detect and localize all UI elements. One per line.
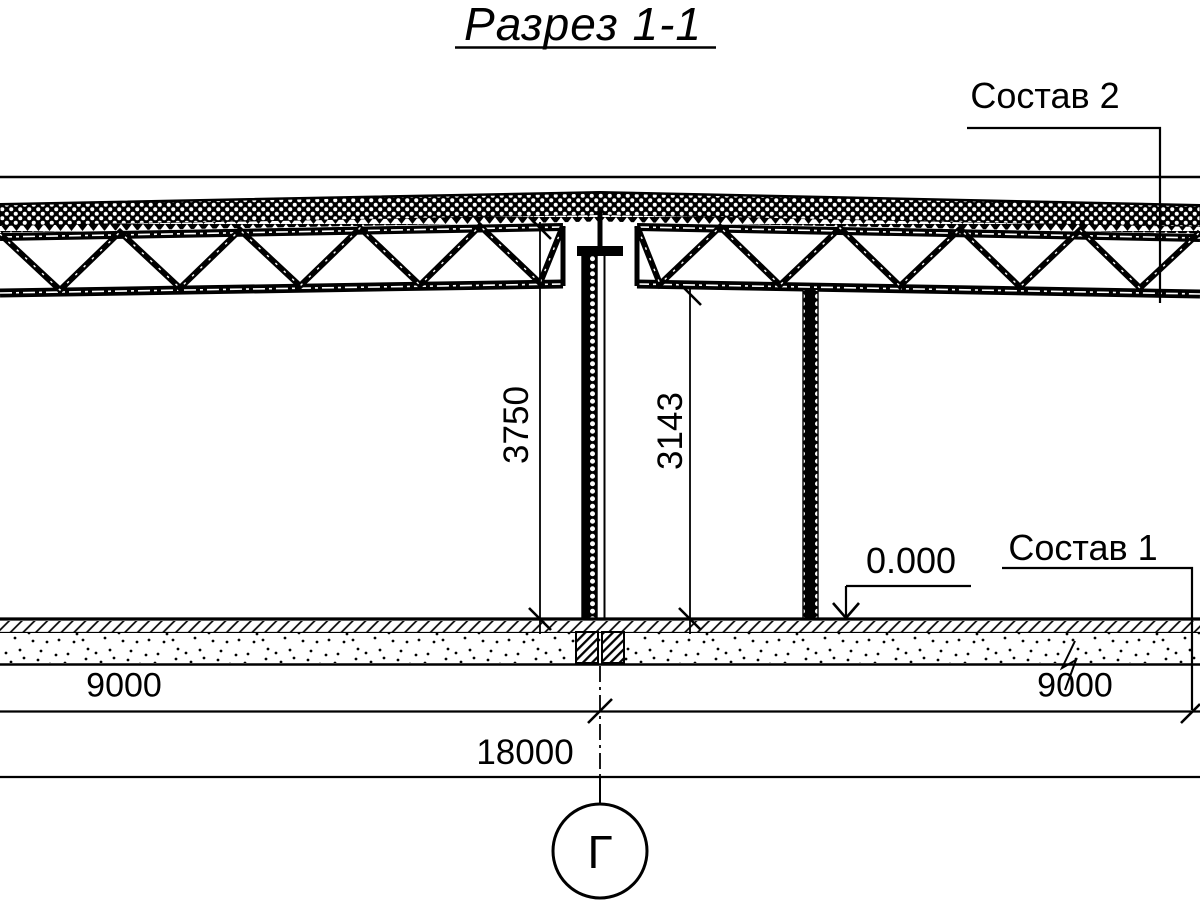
axis-label: Г: [587, 826, 613, 878]
column-center: [582, 247, 605, 619]
dimension-span-left: 9000: [86, 666, 162, 705]
elevation-mark: [833, 586, 971, 618]
dimension-span-total: 18000: [476, 733, 574, 772]
elevation-value: 0.000: [865, 540, 957, 581]
floor-composition-callout: Состав 1: [1008, 527, 1158, 568]
dimension-span-right: 9000: [1037, 666, 1113, 705]
dimension-truss-height: 3750: [497, 386, 536, 464]
column-right: [803, 290, 818, 619]
dimension-clear-height: 3143: [651, 392, 690, 470]
roof-composition-callout: Состав 2: [970, 75, 1120, 116]
floor-slab: [0, 619, 1200, 665]
truss-left: [0, 226, 563, 293]
truss-right: [637, 226, 1200, 294]
drawing-title: Разрез 1-1: [464, 0, 702, 50]
